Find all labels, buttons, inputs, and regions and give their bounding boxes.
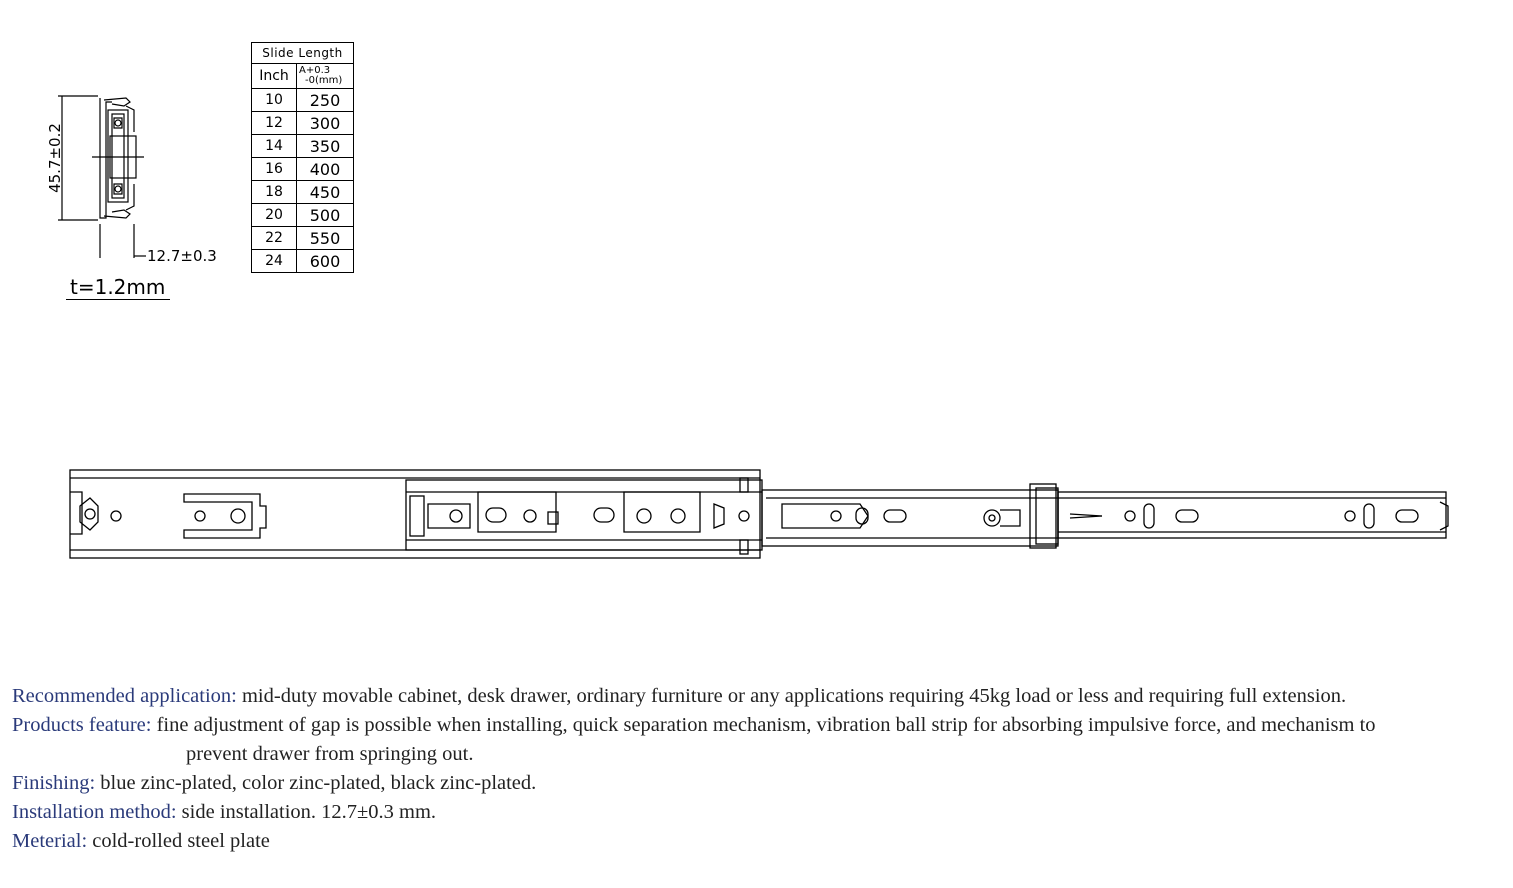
finishing-row [12, 769, 1507, 798]
cross-section-drawing [40, 84, 230, 304]
table-row: 10 250 [252, 89, 354, 112]
product-description [12, 682, 1507, 856]
table-row: 12 300 [252, 112, 354, 135]
inch-column-header: Inch [252, 64, 297, 89]
slide-length-table [251, 42, 354, 273]
outer-member [70, 470, 760, 558]
application-text: mid-duty movable cabinet, desk drawer, ordinary furniture or any applications requiring 45kg load or less and requiring full extension. [236, 685, 1347, 707]
material-row [12, 827, 1507, 856]
installation-label: Installation method: [12, 801, 177, 823]
width-dimension: 12.7±0.3 [147, 247, 217, 265]
table-row: 20 500 [252, 204, 354, 227]
feature-row-continued: prevent drawer from springing out. [186, 743, 474, 765]
application-label: Recommended application: [12, 685, 237, 707]
material-text: cold-rolled steel plate [87, 830, 270, 852]
drawer-slide-side-view [60, 462, 1460, 572]
installation-row [12, 798, 1507, 827]
material-label: Meterial: [12, 830, 88, 852]
table-row: 22 550 [252, 227, 354, 250]
table-row: 16 400 [252, 158, 354, 181]
feature-text: fine adjustment of gap is possible when installing, quick separation mechanism, vibration ball strip for absorbing impulsive force, and mechanism to [151, 714, 1376, 736]
table-row: 18 450 [252, 181, 354, 204]
installation-text: side installation. 12.7±0.3 mm. [176, 801, 437, 823]
table-title: Slide Length [252, 43, 354, 64]
height-dimension: 45.7±0.2 [46, 123, 64, 193]
table-row: 24 600 [252, 250, 354, 273]
application-row [12, 682, 1507, 711]
tolerance-column-header: A+0.3 -0(mm) [297, 64, 354, 89]
table-row: 14 350 [252, 135, 354, 158]
feature-row [12, 711, 1507, 740]
drawer-member [1058, 492, 1446, 538]
feature-label: Products feature: [12, 714, 152, 736]
finishing-text: blue zinc-plated, color zinc-plated, black zinc-plated. [95, 772, 537, 794]
thickness-label: t=1.2mm [70, 275, 166, 299]
finishing-label: Finishing: [12, 772, 96, 794]
thickness-underline [66, 299, 170, 300]
